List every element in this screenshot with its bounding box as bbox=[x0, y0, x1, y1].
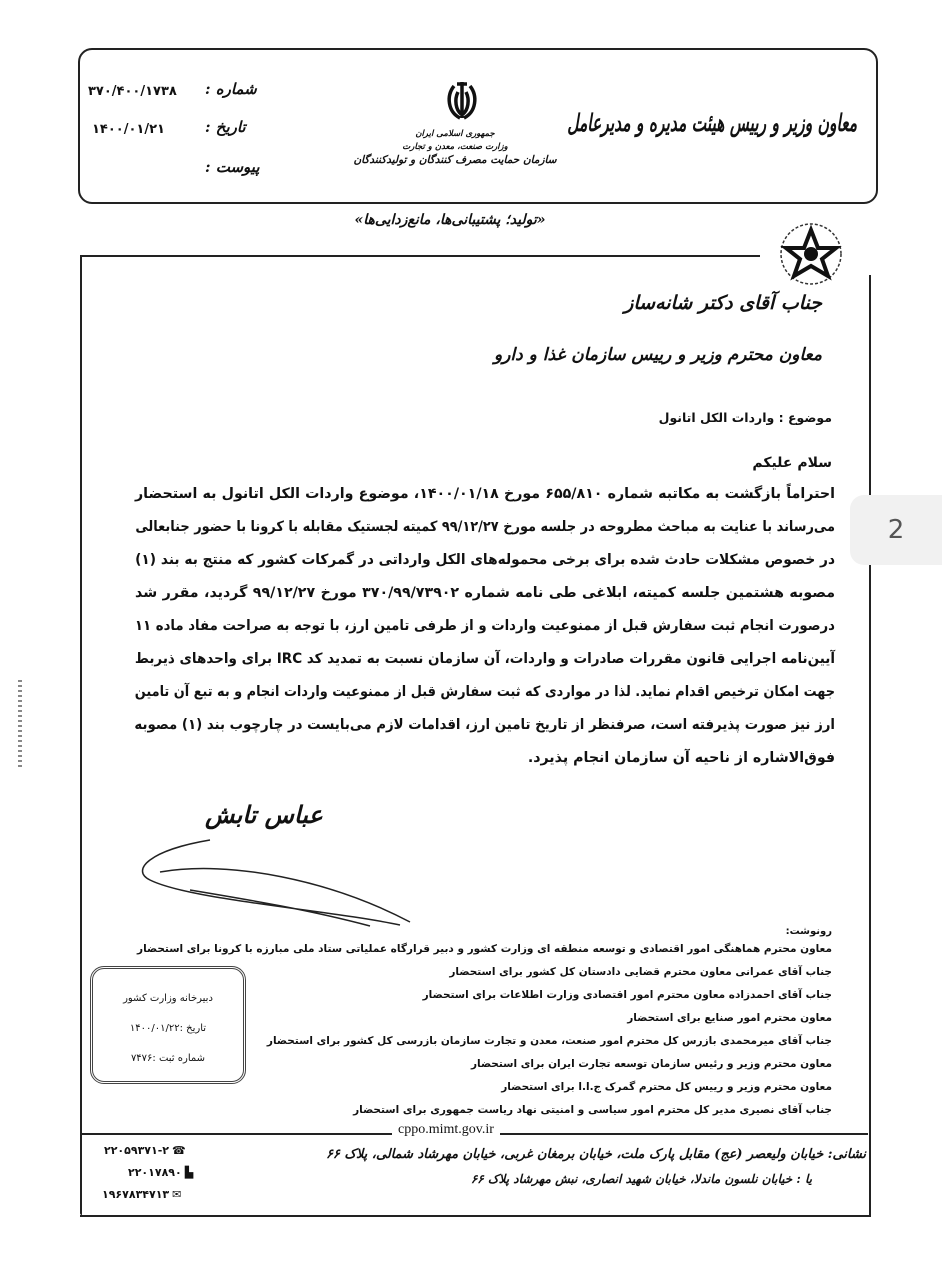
fax-row bbox=[128, 1166, 193, 1179]
cc-item: معاون محترم وزیر و رییس کل محترم گمرک ج.ا.ا برای استحضار bbox=[501, 1081, 832, 1093]
body-line: فوق‌الاشاره از ناحیه آن سازمان انجام پذیرد. bbox=[527, 750, 835, 766]
sender-title: معاون وزیر و رییس هیئت مدیره و مدیرعامل bbox=[567, 108, 857, 137]
cc-item: معاون محترم وزیر و رئیس سازمان توسعه تجارت ایران برای استحضار bbox=[470, 1058, 832, 1070]
body-line: آیین‌نامه اجرایی قانون مقررات صادرات و واردات، آن سازمان نسبت به تمدید کد IRC برای واحدهای ذیربط bbox=[134, 651, 836, 667]
emblem-line: جمهوری اسلامی ایران bbox=[415, 129, 495, 139]
telephone-icon: ☎ bbox=[172, 1144, 186, 1157]
cc-item: جناب آقای عمرانی معاون محترم قضایی دادستان کل کشور برای استحضار bbox=[449, 966, 832, 978]
body-line: مصوبه هشتمین جلسه کمیته، ابلاغی طی نامه شماره ۳۷۰/۹۹/۷۳۹۰۲ مورخ ۹۹/۱۲/۲۷ گردید، مقرر شد bbox=[135, 585, 835, 601]
signature-name: عباس تابش bbox=[205, 800, 323, 829]
cc-item: جناب آقای نصیری مدیر کل محترم امور سیاسی و امنیتی نهاد ریاست جمهوری برای استحضار bbox=[353, 1104, 832, 1116]
registry-stamp bbox=[90, 966, 246, 1084]
recipient-title: معاون محترم وزیر و رییس سازمان غذا و دارو bbox=[494, 345, 822, 365]
fax-icon: ▙ bbox=[184, 1166, 194, 1179]
address-line: نشانی: خیابان ولیعصر (عج) مقابل پارک ملت، خیابان برمغان غربی، خیابان مهرشاد شمالی، پلاک ۶۶ bbox=[325, 1147, 866, 1162]
postal-row bbox=[102, 1188, 181, 1201]
stamp-date: تاریخ :۱۴۰۰/۰۱/۲۲ bbox=[129, 1023, 207, 1034]
number-label: شماره : bbox=[205, 80, 257, 98]
organization-logo-icon bbox=[772, 212, 850, 290]
letter-date: ۱۴۰۰/۰۱/۲۱ bbox=[92, 122, 165, 137]
letter-number: ۳۷۰/۴۰۰/۱۷۳۸ bbox=[88, 84, 177, 99]
emblem-line: سازمان حمایت مصرف کنندگان و تولیدکنندگان bbox=[353, 154, 557, 166]
date-label: تاریخ : bbox=[205, 118, 246, 136]
attachment-label: پیوست : bbox=[205, 158, 260, 176]
phone-value: ۲۲۰۵۹۳۷۱-۲ bbox=[104, 1144, 169, 1157]
organization-name bbox=[345, 128, 565, 167]
frame-border bbox=[869, 275, 871, 1215]
page-number-badge: 2 bbox=[850, 495, 942, 565]
cc-item: معاون محترم امور صنایع برای استحضار bbox=[627, 1012, 832, 1024]
body-line: ارز نیز صورت پذیرفته است، صرفنظر از تاریخ تامین ارز، اقدامات لازم می‌بایست در چارچوب بند (۱) مصوبه bbox=[134, 717, 835, 733]
recipient-name: جناب آقای دکتر شانه‌ساز bbox=[624, 292, 822, 314]
stamp-reg-number: شماره ثبت :۷۴۷۶ bbox=[130, 1053, 206, 1064]
footer-divider bbox=[82, 1133, 392, 1135]
iran-emblem-icon bbox=[440, 78, 484, 126]
cc-item: جناب آقای احمدزاده معاون محترم امور اقتصادی وزارت اطلاعات برای استحضار bbox=[422, 989, 832, 1001]
greeting: سلام علیکم bbox=[752, 455, 832, 471]
frame-border bbox=[80, 255, 760, 257]
body-line: جهت امکان ترخیص اقدام نماید. لذا در مواردی که ثبت سفارش قبل از ممنوعیت واردات انجام و به تبع آن تامین bbox=[134, 684, 836, 700]
body-line: در خصوص مشکلات حادث شده برای برخی محموله‌های الکل وارداتی در گمرکات کشور که منتج به بند (۱) bbox=[135, 552, 835, 568]
frame-border bbox=[80, 255, 82, 1215]
fax-value: ۲۲۰۱۷۸۹۰ bbox=[128, 1166, 182, 1179]
body-line: احتراماً بازگشت به مکاتبه شماره ۶۵۵/۸۱۰ مورخ ۱۴۰۰/۰۱/۱۸، موضوع واردات الکل اتانول به استحضار bbox=[135, 486, 835, 502]
body-line: درصورت انجام ثبت سفارش قبل از ممنوعیت واردات و از طرفی تامین ارز، با توجه به صراحت مفاد ماده ۱۱ bbox=[134, 618, 836, 634]
signature-scribble-icon bbox=[130, 830, 420, 930]
scan-artifact bbox=[18, 680, 22, 770]
body-line: می‌رساند با عنایت به مباحث مطروحه در جلسه مورخ ۹۹/۱۲/۲۷ کمیته لجستیک مقابله با کرونا با حضور جنابعالی bbox=[135, 519, 836, 535]
phone-row bbox=[104, 1144, 186, 1157]
cc-item: معاون محترم هماهنگی امور اقتصادی و توسعه منطقه ای وزارت کشور و دبیر قرارگاه عملیاتی ستاد ملی مبارزه با کرونا برای استحضار bbox=[137, 943, 832, 955]
address-line: یا : خیابان نلسون ماندلا، خیابان شهید انصاری، نبش مهرشاد پلاک ۶۶ bbox=[470, 1172, 812, 1186]
cc-label: رونوشت: bbox=[785, 926, 832, 937]
envelope-icon: ✉ bbox=[172, 1188, 182, 1201]
cc-item: جناب آقای میرمحمدی بازرس کل محترم امور صنعت، معدن و تجارت سازمان بازرسی کل کشور برای استحضار bbox=[266, 1035, 832, 1047]
stamp-title: دبیرخانه وزارت کشور bbox=[123, 993, 213, 1004]
postal-code-value: ۱۹۶۷۸۳۴۷۱۳ bbox=[102, 1188, 170, 1201]
emblem-line: وزارت صنعت، معدن و تجارت bbox=[402, 142, 508, 152]
footer-divider bbox=[500, 1133, 868, 1135]
subject: موضوع : واردات الکل اتانول bbox=[658, 410, 832, 425]
frame-border bbox=[80, 1215, 871, 1217]
slogan: «تولید؛ پشتیبانی‌ها، مانع‌زدایی‌ها» bbox=[354, 212, 546, 228]
website-link[interactable]: cppo.mimt.gov.ir bbox=[398, 1122, 494, 1137]
